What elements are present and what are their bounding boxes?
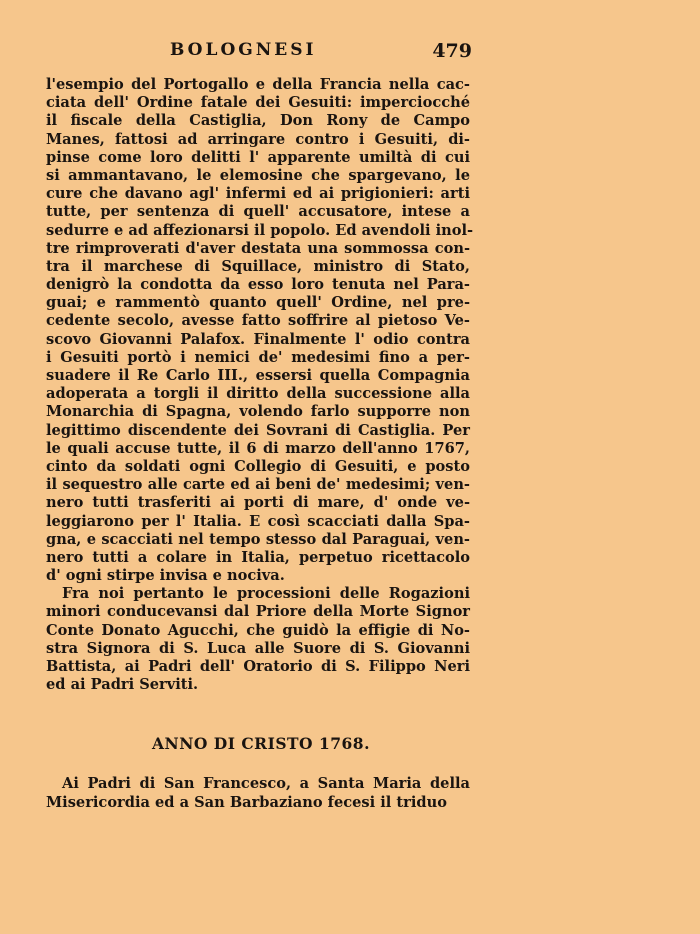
text-line: legittimo discendente dei Sovrani di Castiglia. Per (46, 421, 470, 439)
text-line: Misericordia ed a San Barbaziano fecesi il triduo (46, 793, 447, 811)
text-line: cinto da soldati ogni Collegio di Gesuiti, e posto (46, 457, 470, 475)
text-line: ed ai Padri Serviti. (46, 676, 199, 694)
text-line: Fra noi pertanto le processioni delle Rogazioni (62, 585, 470, 603)
book-page (46, 36, 474, 812)
running-title: BOLOGNESI (170, 40, 317, 60)
text-line: ciata dell' Ordine fatale dei Gesuiti: imperciocché (46, 94, 470, 112)
text-line: Monarchia di Spagna, volendo farlo supporre non (46, 403, 470, 421)
text-line: Battista, ai Padri dell' Oratorio di S. Filippo Neri (46, 658, 470, 675)
paragraph-1 (46, 76, 474, 585)
text-line: i Gesuiti portò i nemici de' medesimi fino a per- (46, 348, 470, 366)
text-line: l'esempio del Portogallo e della Francia nella cac- (46, 76, 470, 93)
text-line: Conte Donato Agucchi, che guidò la effigie di No- (46, 621, 470, 639)
text-line: tre rimproverati d'aver destata una sommossa con- (46, 239, 470, 257)
text-line: gna, e scacciati nel tempo stesso dal Paraguai, ven- (46, 530, 470, 548)
text-line: tutte, per sentenza di quell' accusatore, intese a (46, 203, 470, 221)
text-line: sedurre e ad affezionarsi il popolo. Ed avendoli inol- (46, 221, 474, 239)
text-line: nero tutti trasferiti ai porti di mare, d' onde ve- (46, 494, 470, 512)
text-line: nero tutti a colare in Italia, perpetuo ricettacolo (46, 548, 470, 566)
text-line: si ammantavano, le elemosine che spargevano, le (46, 166, 470, 184)
text-line: minori conducevansi dal Priore della Morte Signor (46, 603, 470, 621)
page-number: 479 (432, 40, 472, 62)
section-heading: ANNO DI CRISTO 1768. (152, 734, 370, 754)
text-line: tra il marchese di Squillace, ministro di Stato, (46, 257, 470, 275)
text-line: cure che davano agl' infermi ed ai prigionieri: arti (46, 185, 470, 203)
text-line: suadere il Re Carlo III., essersi quella Compagnia (46, 367, 470, 384)
text-line: guai; e rammentò quanto quell' Ordine, nel pre- (46, 294, 470, 312)
text-line: cedente secolo, avesse fatto soffrire al pietoso Ve- (46, 312, 470, 330)
text-line: il fiscale della Castiglia, Don Rony de Campo (46, 112, 470, 130)
page-header (46, 36, 470, 66)
text-line: Ai Padri di San Francesco, a Santa Maria della (62, 775, 470, 793)
paragraph-2 (46, 585, 470, 694)
text-line: scovo Giovanni Palafox. Finalmente l' odio contra (46, 330, 470, 348)
text-line: Manes, fattosi ad arringare contro i Gesuiti, di- (46, 130, 470, 148)
text-line: le quali accuse tutte, il 6 di marzo dell'anno 1767, (46, 439, 470, 457)
text-line: il sequestro alle carte ed ai beni de' medesimi; ven- (46, 476, 470, 494)
paragraph-3 (46, 775, 470, 811)
text-line: leggiarono per l' Italia. E così scacciati dalla Spa- (46, 512, 470, 530)
text-line: adoperata a torgli il diritto della successione alla (46, 385, 470, 403)
text-line: denigrò la condotta da esso loro tenuta nel Para- (46, 276, 470, 294)
text-line: pinse come loro delitti l' apparente umiltà di cui (46, 148, 470, 166)
text-line: d' ogni stirpe invisa e nociva. (46, 567, 285, 585)
text-line: stra Signora di S. Luca alle Suore di S. Giovanni (46, 639, 470, 657)
